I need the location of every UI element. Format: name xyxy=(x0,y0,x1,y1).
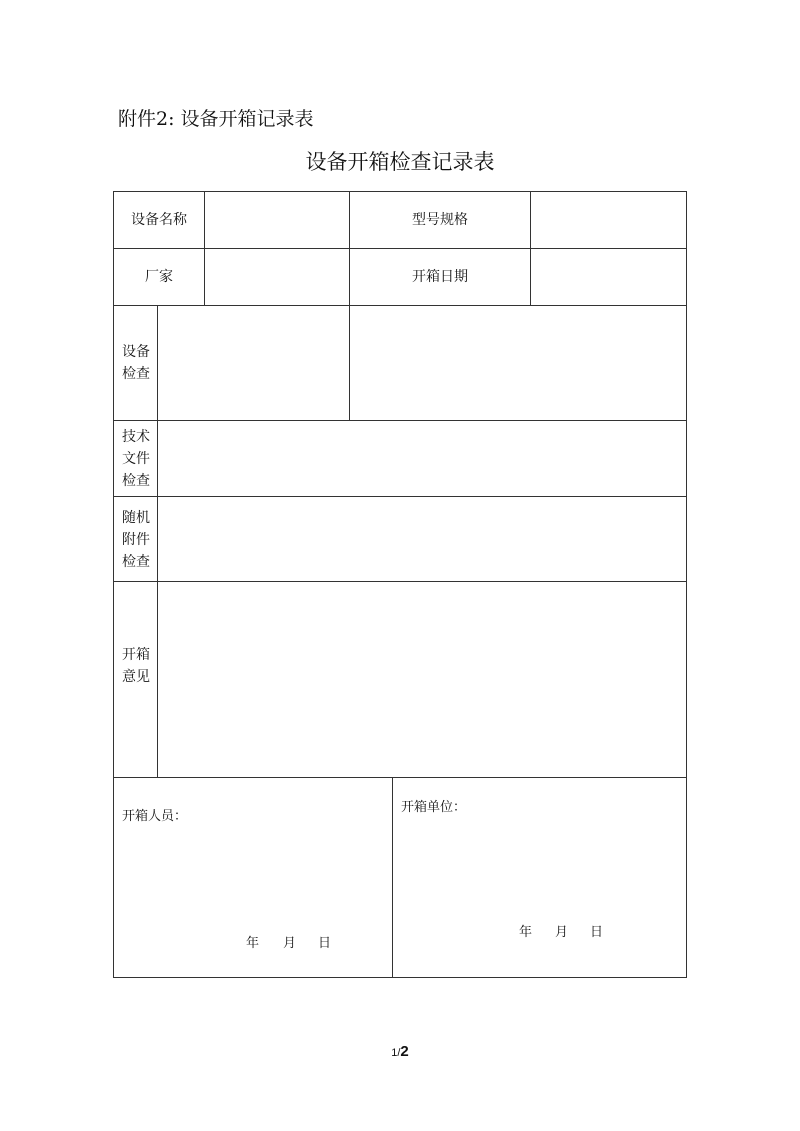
unboxing-date-label: 开箱日期 xyxy=(412,269,468,285)
model-spec-label: 型号规格 xyxy=(412,212,468,228)
personnel-date-day: 日 xyxy=(318,936,332,951)
unit-date-day: 日 xyxy=(590,925,604,940)
technical-docs-check-field[interactable] xyxy=(158,421,686,496)
attachment-title: 附件2: 设备开箱记录表 xyxy=(118,108,314,130)
technical-docs-check-label: 技术 文件 检查 xyxy=(122,429,150,489)
unboxing-personnel-signature-area[interactable] xyxy=(114,830,392,920)
unboxing-date-field[interactable] xyxy=(531,249,686,305)
equipment-check-field-right[interactable] xyxy=(350,306,686,420)
unit-date-month: 月 xyxy=(555,925,569,940)
equipment-name-field[interactable] xyxy=(205,192,349,248)
unboxing-personnel-label: 开箱人员： xyxy=(122,809,188,824)
form-title: 设备开箱检查记录表 xyxy=(305,150,495,174)
equipment-check-field-left[interactable] xyxy=(158,306,349,420)
personnel-date-month: 月 xyxy=(283,936,297,951)
equipment-name-label: 设备名称 xyxy=(131,212,187,228)
unit-date-year: 年 xyxy=(519,925,533,940)
page-number-total: 2 xyxy=(400,1043,409,1060)
accessories-check-label: 随机 附件 检查 xyxy=(122,510,150,570)
accessories-check-field[interactable] xyxy=(158,497,686,581)
manufacturer-field[interactable] xyxy=(205,249,349,305)
page-number-current: 1/ xyxy=(391,1047,401,1059)
page-number xyxy=(0,1043,800,1061)
unboxing-unit-signature-area[interactable] xyxy=(393,820,686,910)
model-spec-field[interactable] xyxy=(531,192,686,248)
unboxing-opinion-field[interactable] xyxy=(158,582,686,777)
equipment-check-label: 设备 检查 xyxy=(122,344,150,382)
manufacturer-label: 厂家 xyxy=(145,269,173,285)
unboxing-opinion-label: 开箱 意见 xyxy=(122,647,150,685)
personnel-date-year: 年 xyxy=(246,936,260,951)
unboxing-unit-label: 开箱单位： xyxy=(401,800,467,815)
